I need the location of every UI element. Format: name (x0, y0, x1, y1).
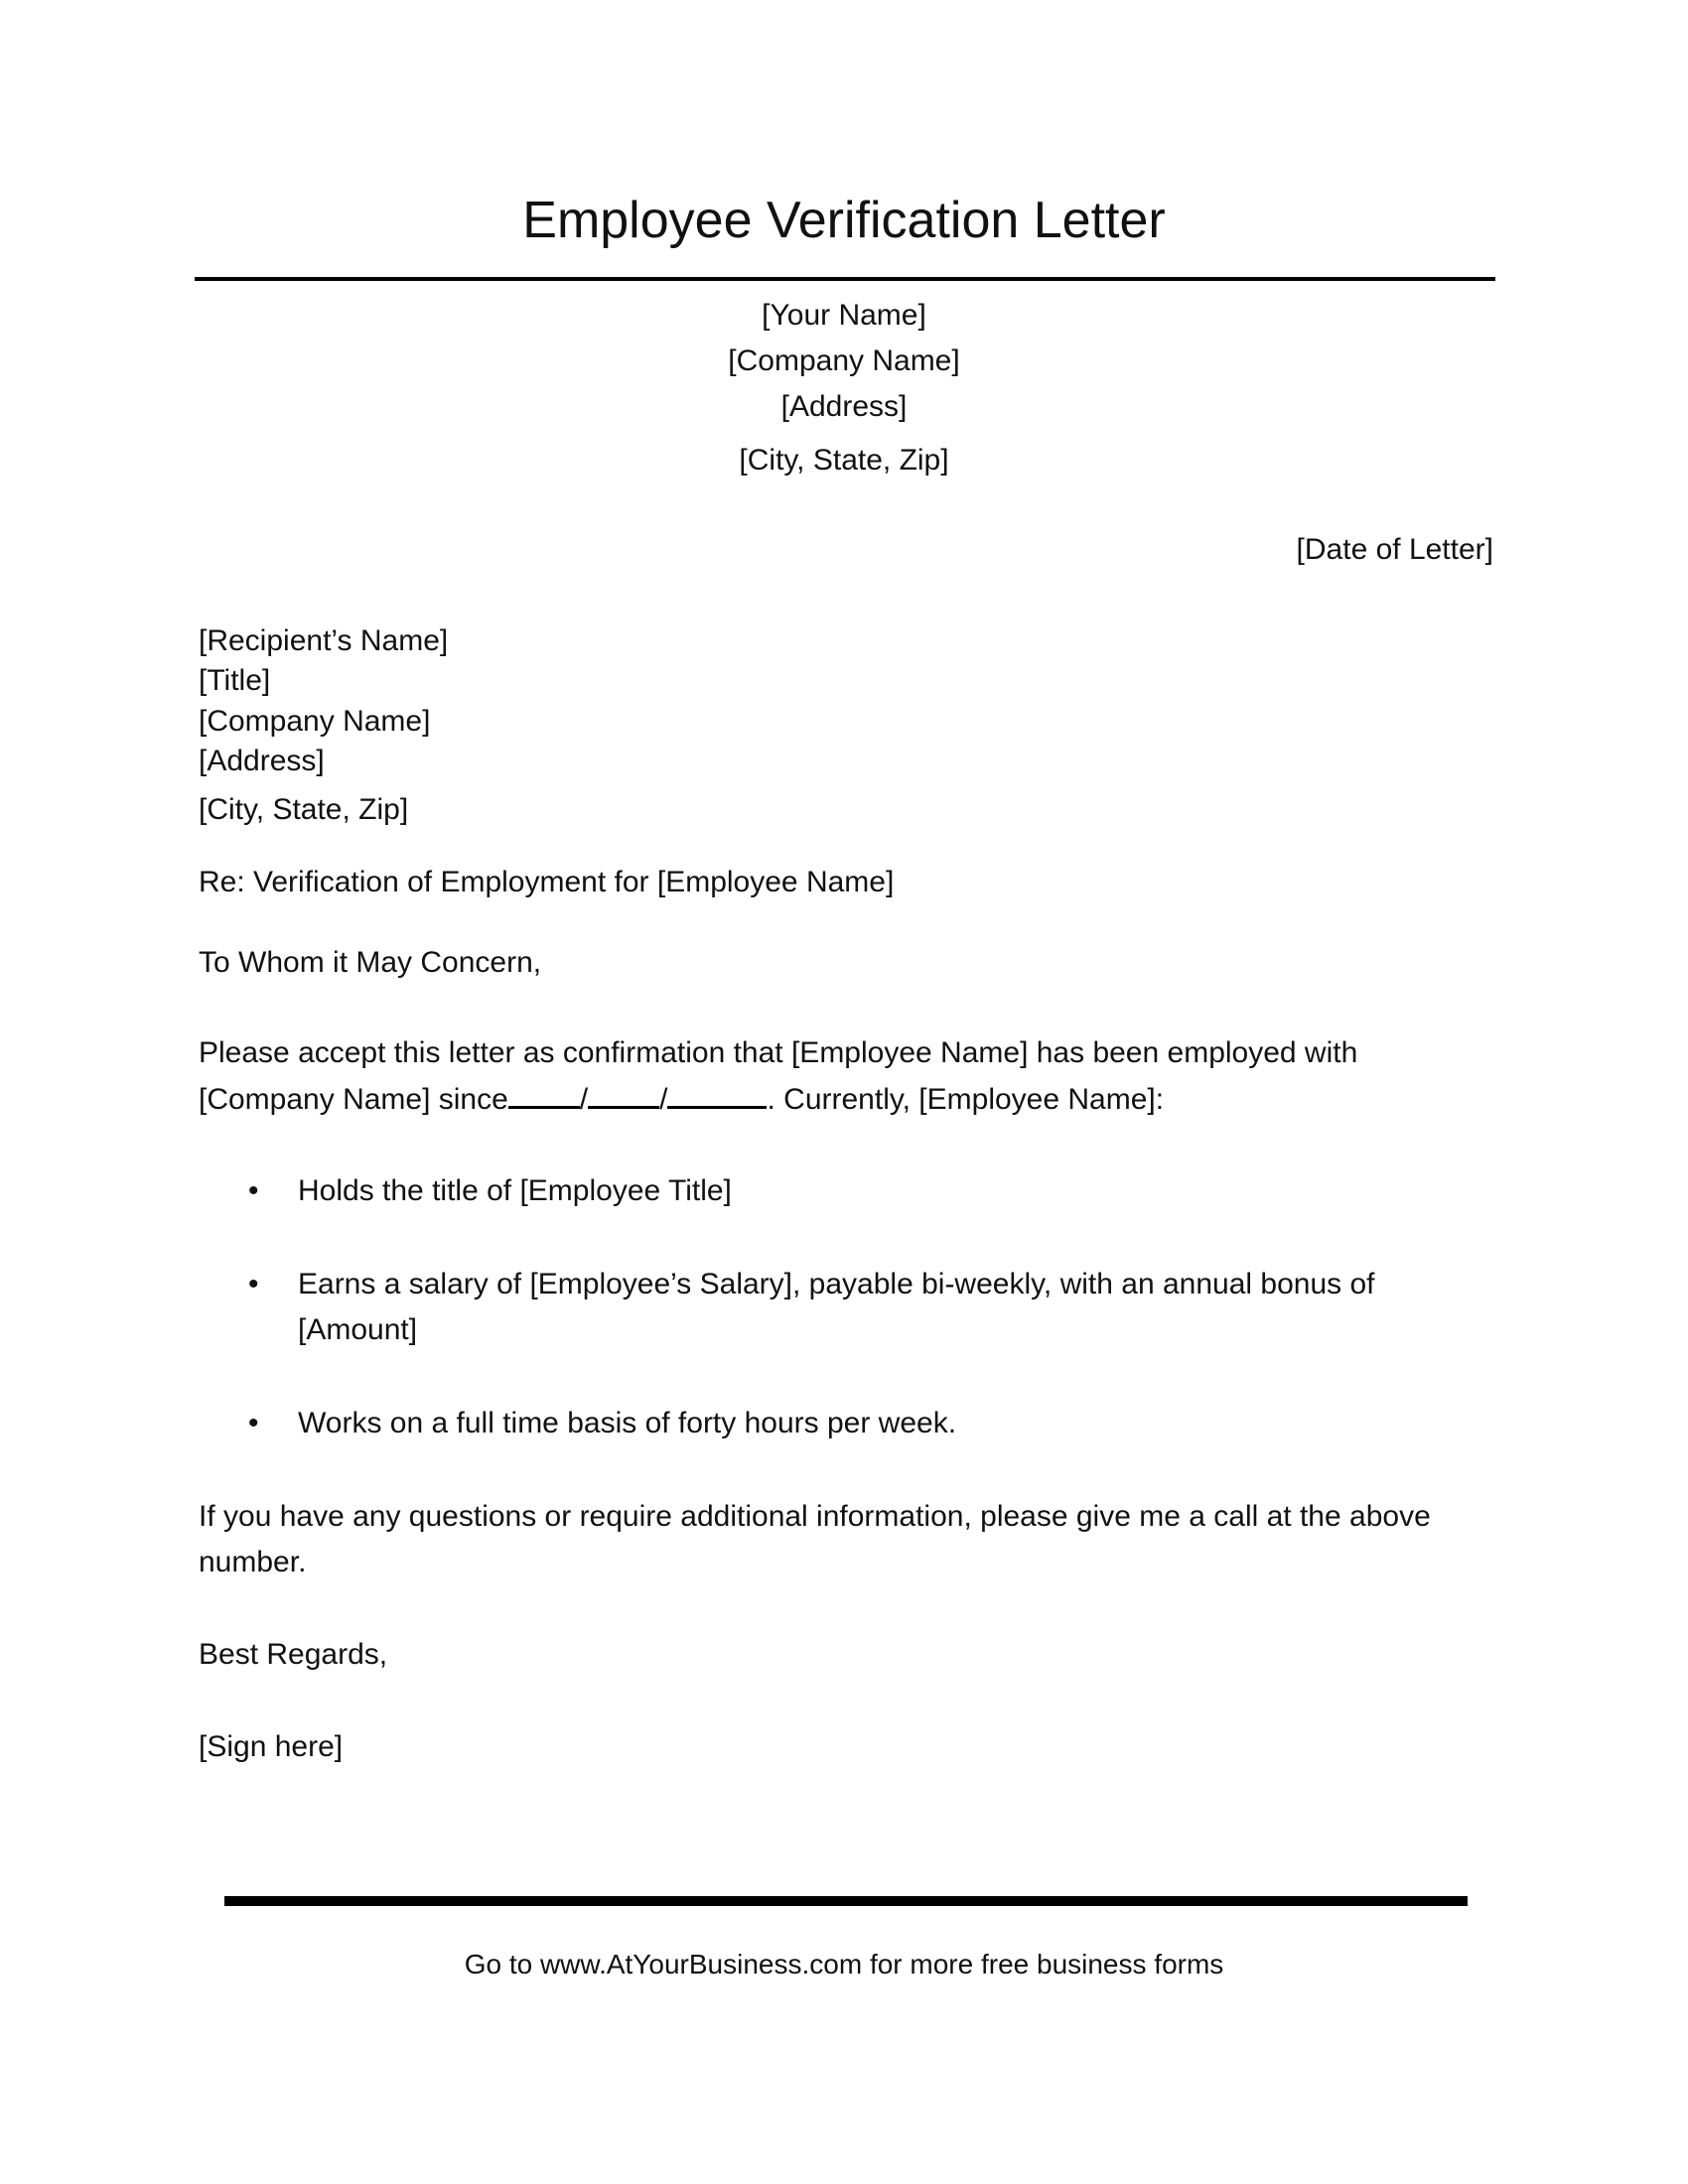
bullet-item-hours: Works on a full time basis of forty hours per week. (298, 1407, 957, 1439)
recipient-title: [Title] (199, 664, 271, 697)
letter-date: [Date of Letter] (1296, 533, 1493, 566)
recipient-name: [Recipient’s Name] (199, 624, 449, 657)
paragraph-1-line-2 (199, 1076, 1164, 1123)
paragraph-1-suffix: . Currently, [Employee Name]: (767, 1083, 1165, 1116)
footer-text: Go to www.AtYourBusiness.com for more free business forms (464, 1949, 1224, 1979)
recipient-city-state-zip: [City, State, Zip] (199, 793, 409, 826)
bullet-item-salary-line-2: [Amount] (298, 1313, 418, 1346)
date-separator: / (579, 1083, 589, 1116)
sender-company: [Company Name] (728, 344, 960, 377)
sender-city-state-zip: [City, State, Zip] (739, 444, 949, 477)
recipient-company: [Company Name] (199, 705, 431, 738)
signature-placeholder: [Sign here] (199, 1730, 344, 1763)
bullet-item-salary-line-1: Earns a salary of [Employee’s Salary], payable bi-weekly, with an annual bonus of (298, 1268, 1375, 1300)
date-separator: / (659, 1083, 668, 1116)
subject-line: Re: Verification of Employment for [Employee Name] (199, 866, 895, 898)
document-title: Employee Verification Letter (522, 192, 1166, 249)
closing-paragraph-line-2: number. (199, 1546, 307, 1578)
salutation: To Whom it May Concern, (199, 946, 542, 979)
sender-address: [Address] (780, 390, 908, 423)
year-blank[interactable] (667, 1076, 767, 1109)
footer-divider (224, 1896, 1468, 1906)
recipient-address: [Address] (199, 745, 325, 777)
paragraph-1-prefix: [Company Name] since (199, 1083, 508, 1116)
title-divider (195, 277, 1495, 281)
bullet-icon: • (248, 1268, 259, 1300)
month-blank[interactable] (508, 1076, 580, 1109)
bullet-icon: • (248, 1174, 259, 1207)
paragraph-1-line-1: Please accept this letter as confirmation that [Employee Name] has been employed with (199, 1036, 1358, 1069)
bullet-icon: • (248, 1407, 259, 1439)
sign-off: Best Regards, (199, 1638, 388, 1671)
closing-paragraph-line-1: If you have any questions or require additional information, please give me a call at the above (199, 1500, 1431, 1533)
day-blank[interactable] (588, 1076, 659, 1109)
bullet-item-title: Holds the title of [Employee Title] (298, 1174, 732, 1207)
sender-name: [Your Name] (762, 299, 926, 332)
